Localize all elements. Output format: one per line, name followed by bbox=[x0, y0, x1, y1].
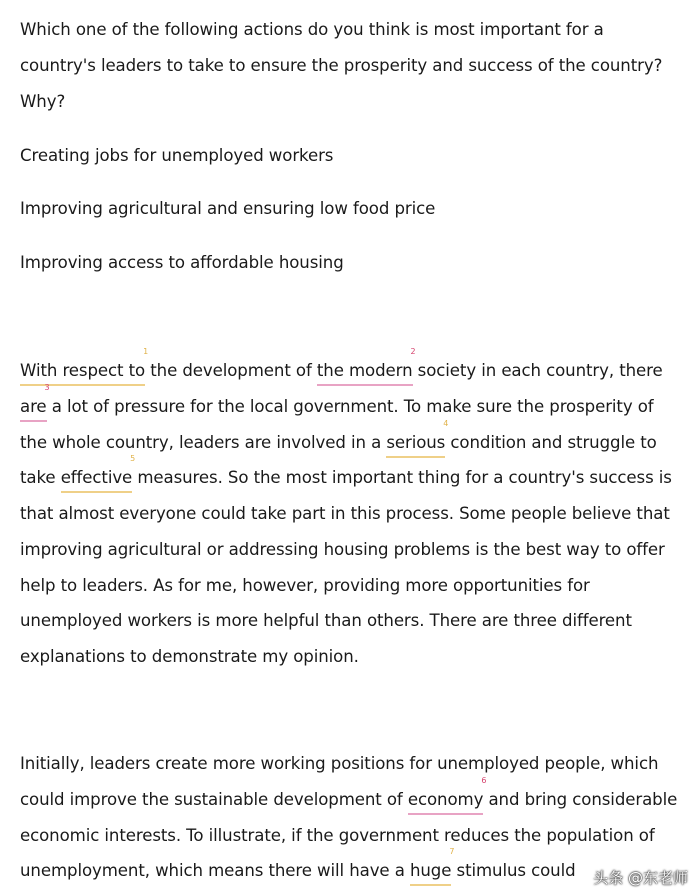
correction-number: 2 bbox=[410, 347, 416, 356]
paragraph1-line-6: improving agricultural or addressing housing problems is the best way to offer bbox=[20, 540, 665, 559]
paragraph1-line-5: that almost everyone could take part in this process. Some people believe that bbox=[20, 504, 670, 523]
question-line-2: country's leaders to take to ensure the prosperity and success of the country? bbox=[20, 56, 663, 75]
correction-number: 1 bbox=[143, 347, 149, 356]
correction-number: 4 bbox=[443, 419, 449, 428]
option-1: Creating jobs for unemployed workers bbox=[20, 146, 334, 165]
option-3: Improving access to affordable housing bbox=[20, 253, 344, 272]
correction-mark-2: the modern 2 bbox=[317, 361, 413, 381]
correction-number: 3 bbox=[44, 383, 50, 392]
correction-mark-4: serious 4 bbox=[386, 433, 445, 453]
question-line-1: Which one of the following actions do you think is most important for a bbox=[20, 20, 604, 39]
correction-mark-5: effective 5 bbox=[61, 468, 132, 488]
watermark: 头条 @东老师 bbox=[593, 869, 688, 887]
correction-number: 7 bbox=[449, 847, 455, 856]
paragraph2-line-3: economic interests. To illustrate, if the government reduces the population of bbox=[20, 826, 655, 845]
paragraph2-line-2: could improve the sustainable development of economy 6 and bring considerable bbox=[20, 790, 677, 810]
correction-mark-1: With respect to 1 bbox=[20, 361, 145, 381]
paragraph1-line-2: are 3 a lot of pressure for the local government. To make sure the prosperity of bbox=[20, 397, 654, 417]
correction-mark-3: are 3 bbox=[20, 397, 47, 417]
paragraph2-line-4: unemployment, which means there will have a huge 7 stimulus could bbox=[20, 861, 576, 881]
paragraph1-line-1: With respect to 1 the development of the modern 2 society in each country, there bbox=[20, 361, 663, 381]
option-2: Improving agricultural and ensuring low food price bbox=[20, 199, 436, 218]
correction-number: 6 bbox=[481, 776, 487, 785]
correction-mark-6: economy 6 bbox=[408, 790, 483, 810]
paragraph1-line-9: explanations to demonstrate my opinion. bbox=[20, 647, 359, 666]
paragraph1-line-4: take effective 5 measures. So the most important thing for a country's success is bbox=[20, 468, 672, 488]
paragraph1-line-7: help to leaders. As for me, however, providing more opportunities for bbox=[20, 576, 590, 595]
question-line-3: Why? bbox=[20, 92, 66, 111]
paragraph1-line-8: unemployed workers is more helpful than others. There are three different bbox=[20, 611, 632, 630]
paragraph2-line-1: Initially, leaders create more working positions for unemployed people, which bbox=[20, 754, 659, 773]
paragraph1-line-3: the whole country, leaders are involved in a serious 4 condition and struggle to bbox=[20, 433, 657, 453]
correction-mark-7: huge 7 bbox=[410, 861, 451, 881]
correction-number: 5 bbox=[130, 454, 136, 463]
